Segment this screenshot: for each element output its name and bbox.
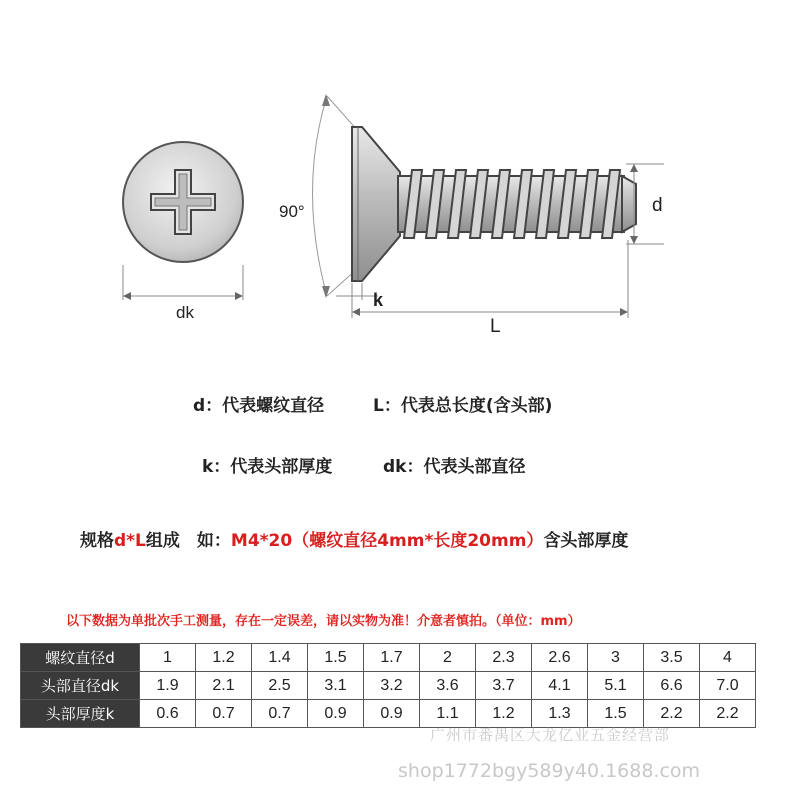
k-label: k bbox=[373, 290, 384, 310]
row-header: 螺纹直径d bbox=[21, 644, 140, 672]
legend-k: k：代表头部厚度 bbox=[202, 457, 333, 477]
table-cell: 1.5 bbox=[588, 700, 644, 728]
table-cell: 0.6 bbox=[140, 700, 196, 728]
table-cell: 5.1 bbox=[588, 672, 644, 700]
spec-line bbox=[80, 526, 628, 551]
table-cell: 1.9 bbox=[140, 672, 196, 700]
table-row bbox=[21, 672, 756, 700]
table-cell: 3 bbox=[588, 644, 644, 672]
table-cell: 3.2 bbox=[364, 672, 420, 700]
shop-url-watermark: shop1772bgy589y40.1688.com bbox=[398, 760, 701, 782]
legend-dk: dk：代表头部直径 bbox=[383, 457, 526, 477]
d-label: d bbox=[652, 195, 663, 216]
row-header: 头部直径dk bbox=[21, 672, 140, 700]
table-cell: 1.2 bbox=[476, 700, 532, 728]
table-cell: 7.0 bbox=[700, 672, 756, 700]
measurement-notice: 以下数据为单批次手工测量，存在一定误差，请以实物为准！介意者慎拍。（单位：mm） bbox=[66, 614, 581, 629]
table-cell: 1 bbox=[140, 644, 196, 672]
table-cell: 4 bbox=[700, 644, 756, 672]
table-cell: 3.6 bbox=[420, 672, 476, 700]
legend-L: L：代表总长度(含头部) bbox=[373, 396, 553, 416]
angle-arc bbox=[313, 96, 328, 296]
table-cell: 1.5 bbox=[308, 644, 364, 672]
table-cell: 2 bbox=[420, 644, 476, 672]
table-cell: 3.1 bbox=[308, 672, 364, 700]
screw-diagram bbox=[0, 0, 800, 360]
screw-side-view bbox=[313, 94, 665, 318]
spec-middle: 组成 如： bbox=[145, 531, 231, 551]
table-cell: 2.3 bbox=[476, 644, 532, 672]
angle-label: 90° bbox=[279, 202, 305, 221]
legend-d: d：代表螺纹直径 bbox=[193, 396, 325, 416]
table-cell: 1.3 bbox=[532, 700, 588, 728]
table-cell: 6.6 bbox=[644, 672, 700, 700]
dk-label: dk bbox=[176, 303, 194, 322]
table-cell: 1.2 bbox=[196, 644, 252, 672]
spec-example: M4*20（螺纹直径4mm*长度20mm） bbox=[230, 531, 544, 551]
spec-prefix: 规格 bbox=[80, 531, 114, 551]
table-cell: 1.4 bbox=[252, 644, 308, 672]
shop-watermark-overlay: 广州市番禺区大龙亿业五金经营部 bbox=[430, 726, 671, 744]
table-cell: 2.6 bbox=[532, 644, 588, 672]
table-cell: 2.5 bbox=[252, 672, 308, 700]
table-cell: 3.5 bbox=[644, 644, 700, 672]
table-cell: 2.2 bbox=[700, 700, 756, 728]
table-cell: 0.7 bbox=[196, 700, 252, 728]
table-row bbox=[21, 644, 756, 672]
spec-suffix: 含头部厚度 bbox=[543, 531, 629, 551]
table-cell: 2.2 bbox=[644, 700, 700, 728]
head-top-view bbox=[123, 142, 243, 300]
spec-table bbox=[20, 643, 756, 728]
table-cell: 0.7 bbox=[252, 700, 308, 728]
table-cell: 0.9 bbox=[308, 700, 364, 728]
table-cell: 2.1 bbox=[196, 672, 252, 700]
L-label: L bbox=[490, 316, 501, 337]
spec-formula: d*L bbox=[114, 531, 146, 551]
table-cell: 1.1 bbox=[420, 700, 476, 728]
table-cell: 3.7 bbox=[476, 672, 532, 700]
table-cell: 0.9 bbox=[364, 700, 420, 728]
table-cell: 4.1 bbox=[532, 672, 588, 700]
table-cell: 1.7 bbox=[364, 644, 420, 672]
row-header: 头部厚度k bbox=[21, 700, 140, 728]
